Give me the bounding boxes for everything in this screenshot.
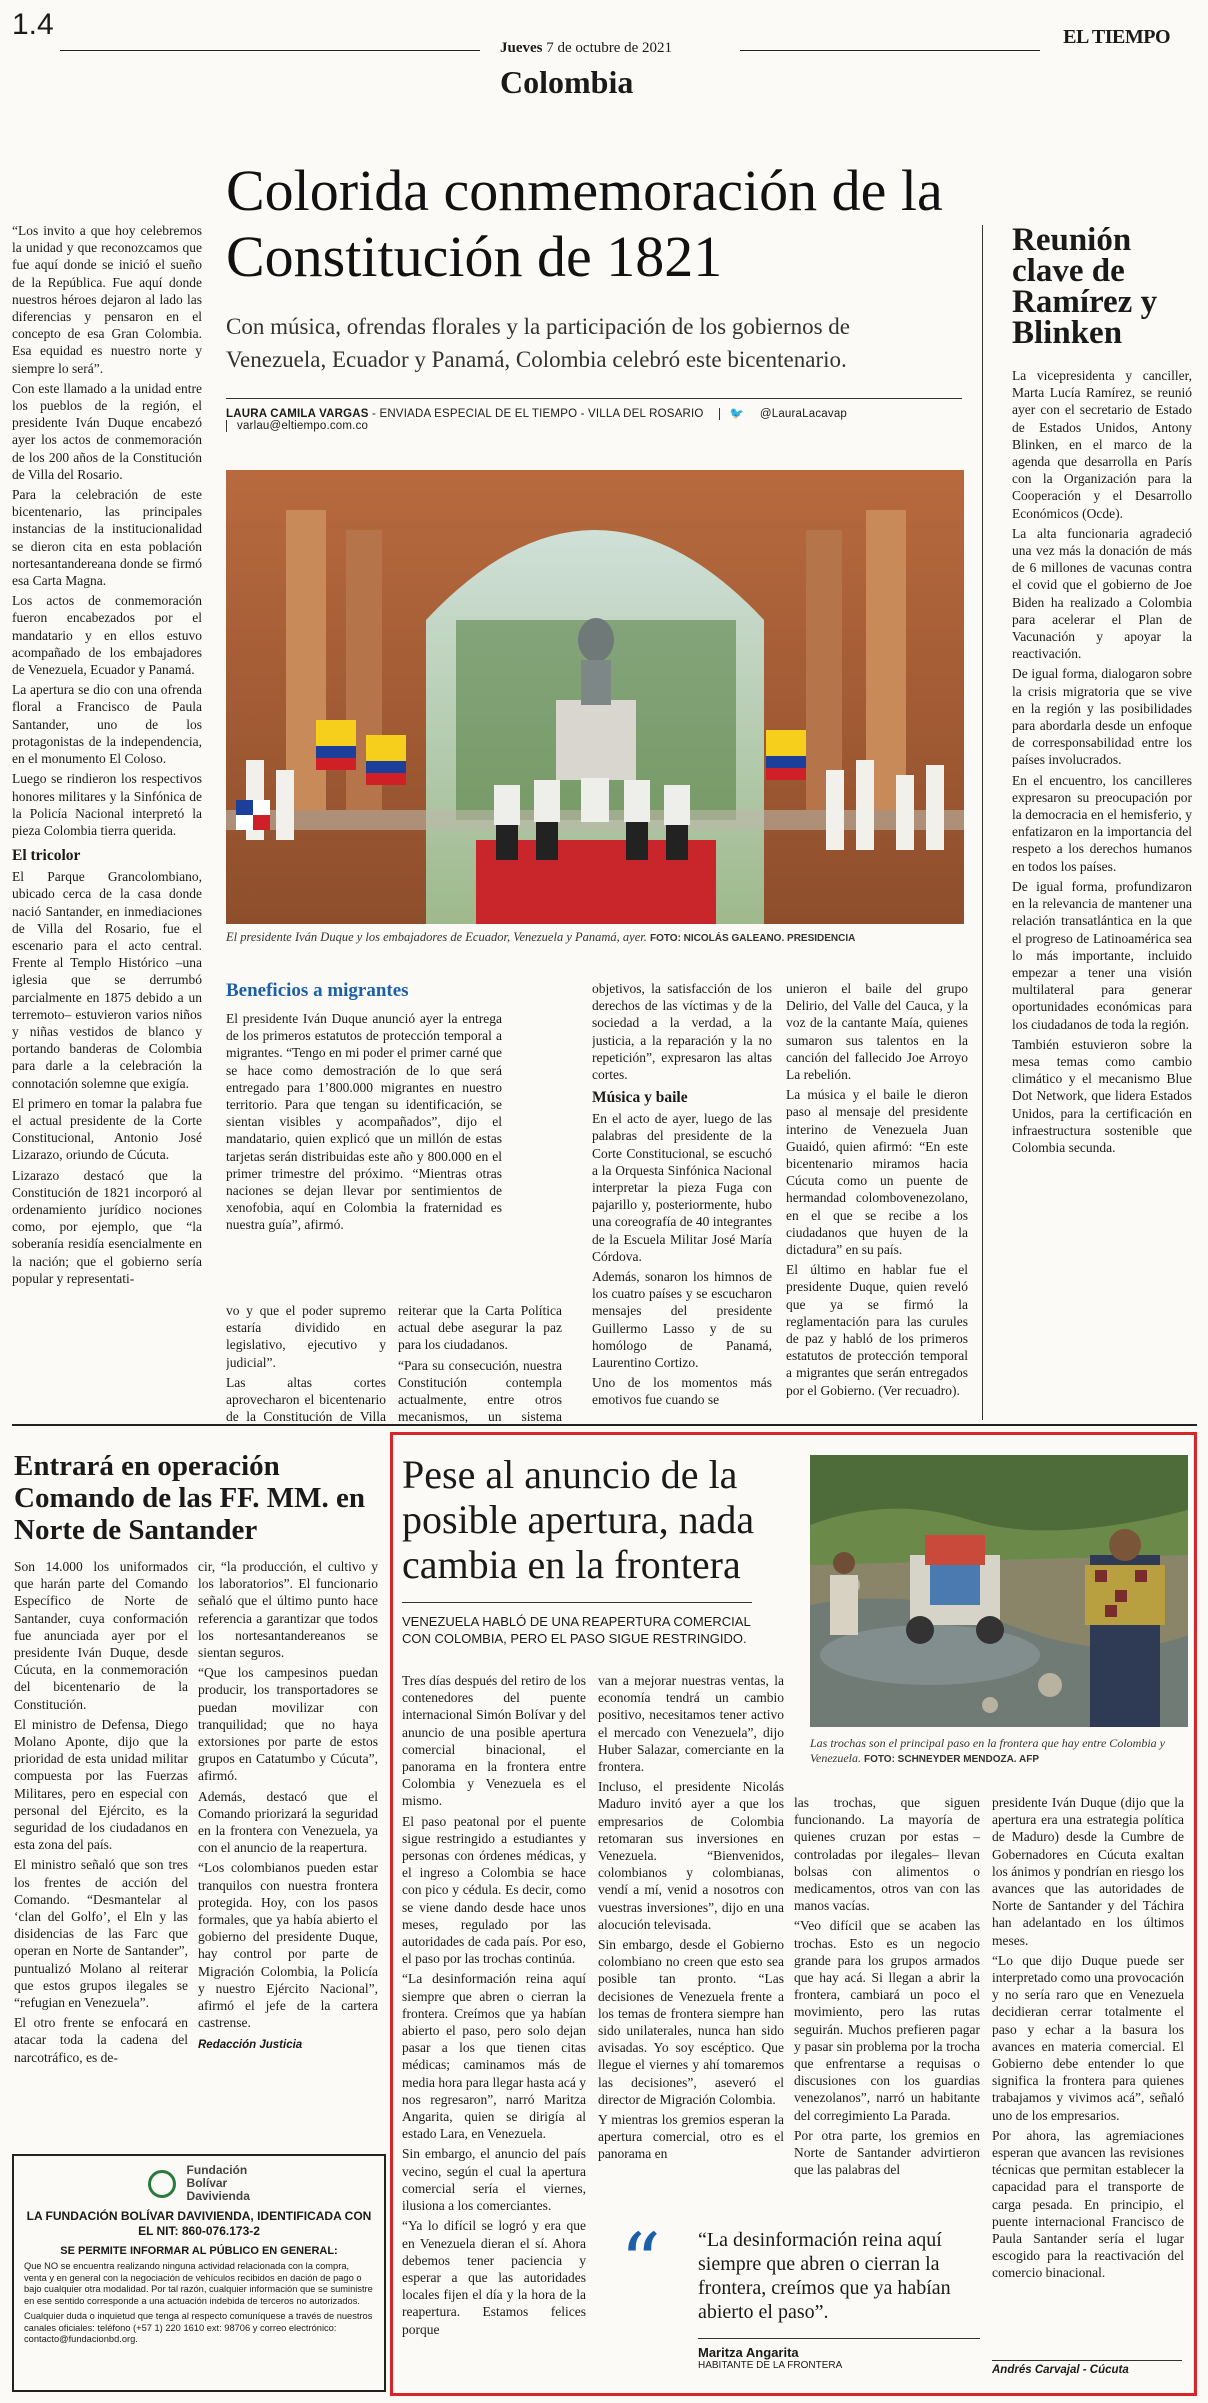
paragraph: Sin embargo, desde el Gobierno colombiano no creen que esto sea posible tan pronto. “Las decisiones de Venezuela frente a los temas de frontera siempre han sido unilaterales, nunca han sido avisadas. Yo soy escéptico. Que llegue el viernes y ahí tomaremos las decisiones”, aseveró el director de Migración Colombia.	[598, 1937, 784, 2107]
paragraph: El presidente Iván Duque anunció ayer la entrega de los primeros estatutos de protección temporal a migrantes. “Tengo en mi poder el primer carné que se hace como demostración de lo que será entregado para 1’800.000 migrantes en nuestro territorio. Para que tengan su identificación, se sientan visibles y acompañados”, dijo el mandatario, quien explicó que un millón de estas tarjetas serán distribuidas este año y 800.000 en el primer trimestre del próximo. “Mientras otras naciones se dejan llevar por sentimientos de xenofobia, aquí en Colombia la fraternidad es nuestra guía”, afirmó.	[226, 1011, 502, 1233]
paragraph: Los actos de conmemoración fueron encabezados por el mandatario y en ellos estuvo acompañado de los embajadores de Venezuela, Ecuador y Panamá.	[12, 593, 202, 678]
paragraph: En el encuentro, los cancilleres expresaron su preocupación por la democracia en el hemisferio, y enfatizaron en la importancia del respeto a los derechos humanos en todos los países.	[1012, 772, 1192, 874]
paragraph: El ministro señaló que son tres los frentes de acción del Comando. “Desmantelar al ‘clan del Golfo’, el Eln y las disidencias de las Farc que operan en Norte de Santander”, puntualizó Molano al reiterar que estos grupos ilegales se “refugian en Venezuela”.	[14, 1857, 188, 2011]
quote-author: Maritza Angarita	[698, 2345, 799, 2360]
header-rule-right	[740, 50, 1040, 51]
paragraph: cir, “la producción, el cultivo y los laboratorios”. El funcionario señaló que el último punto hace referencia a garantizar que todos los nortesantandereanos se sientan seguros.	[198, 1559, 378, 1661]
main-photo-caption: El presidente Iván Duque y los embajadores de Ecuador, Venezuela y Panamá, ayer. FOTO: NICOLÁS GALEANO. PRESIDENCIA	[226, 930, 856, 944]
frontera-photo-caption: Las trochas son el principal paso en la frontera que hay entre Colombia y Venezuela. FOTO: SCHNEYDER MENDOZA. AFP	[810, 1736, 1165, 1765]
pull-quote-text: “La desinformación reina aquí siempre que abren o cierran la frontera, creímos que ya habían abierto el paso”.	[698, 2229, 951, 2323]
paragraph: También estuvieron sobre la mesa temas como cambio climático y el mecanismo Blue Dot Network, que lidera Estados Unidos, para la certificación en infraestructura sostenible que Colombia secunda.	[1012, 1036, 1192, 1155]
paragraph: Para la celebración de este bicentenario, las principales instancias de la institucionalidad se dieron cita en esta población nortesantandereana donde se firmó esa Carta Magna.	[12, 487, 202, 589]
paragraph: “Que los campesinos puedan producir, los transportadores se puedan movilizar con tranquilidad; que no haya extorsiones por parte de estos grupos en Catatumbo y Cúcuta”, afirmó.	[198, 1665, 378, 1784]
frontera-column-4	[992, 1794, 1184, 2354]
issue-date: Jueves 7 de octubre de 2021	[500, 40, 673, 56]
paragraph: “Los colombianos pueden estar tranquilos con nuestra frontera protegida. Hoy, con los pasos formales, que ya había abierto el gobierno del presidente Duque, hay control por parte de Migración Colombia, la Policía y nuestro Ejército Nacional”, afirmó el jefe de la cartera castrense.	[198, 1860, 378, 2031]
main-column-d	[786, 980, 968, 1424]
paragraph: “Los invito a que hoy celebremos la unidad y que reconozcamos que fue aquí donde se inició el sueño de la República. Fue aquí donde nuestros héroes dejaron al lado las diferencias y pensaron en el concepto de esa Gran Colombia. Esa equidad es nuestro norte y siempre lo será”.	[12, 223, 202, 376]
frontera-column-3	[794, 1794, 980, 2194]
quote-mark-icon: “	[620, 2216, 661, 2309]
page-number: 1.4	[12, 8, 54, 41]
sidebar-story	[1012, 225, 1192, 1420]
paragraph: El ministro de Defensa, Diego Molano Aponte, dijo que la prioridad de esta unidad militar compuesta por las Fuerzas Militares, pero en especial con personal del Ejército, es la seguridad de los ciudadanos en esta zona del país.	[14, 1716, 188, 1853]
paragraph: Uno de los momentos más emotivos fue cuando se	[592, 1375, 772, 1408]
paragraph: El otro frente se enfocará en atacar toda la cadena del narcotráfico, es de-	[14, 2015, 188, 2065]
frontera-kicker: VENEZUELA HABLÓ DE UNA REAPERTURA COMERCIAL CON COLOMBIA, PERO EL PASO SIGUE RESTRINGIDO.	[402, 1602, 752, 1647]
paragraph: Por otra parte, los gremios en Norte de Santander advirtieron que las palabras del	[794, 2127, 980, 2178]
paragraph: Además, destacó que el Comando priorizará la seguridad en la frontera con Venezuela, ya con el anuncio de la reapertura.	[198, 1788, 378, 1856]
byline-role: - ENVIADA ESPECIAL DE EL TIEMPO - VILLA DEL ROSARIO	[368, 408, 704, 420]
paragraph: van a mejorar nuestras ventas, la economía tendrá un cambio positivo, necesitamos tener activo el mercado con Venezuela”, dijo Huber Salazar, comerciante en la frontera.	[598, 1673, 784, 1775]
main-left-column	[12, 222, 202, 1422]
paragraph: El Parque Grancolombiano, ubicado cerca de la casa donde nació Santander, en inmediaciones de Villa del Rosario, fue el escenario para el acto central. Frente al Templo Histórico –una iglesia que se derrumbó parcialmente en 1875 debido a un terremoto– estuvieron varios niños y niñas vestidos de blanco y portando banderas de Colombia para darle a la celebración la connotación solemne que exigía.	[12, 869, 202, 1091]
fundacion-logo: Fundación Bolívar Davivienda	[24, 2164, 374, 2203]
paragraph: Sin embargo, el anuncio del país vecino, según el cual la apertura comercial sería el viernes, ilusiona a los comerciantes.	[402, 2146, 586, 2214]
paragraph: El primero en tomar la palabra fue el actual presidente de la Corte Constitucional, Antonio José Lizarazo, oriundo de Cúcuta.	[12, 1095, 202, 1163]
paragraph: Luego se rindieron los respectivos honores militares y la Sinfónica de la Policía Nacional interpretó la pieza Colombia tierra querida.	[12, 771, 202, 838]
paragraph: unieron el baile del grupo Delirio, del Valle del Cauca, y la voz de la cantante Maía, quienes sumaron sus talentos en la canción del fallecido Joe Arroyo La rebelión.	[786, 981, 968, 1083]
frontera-column-2	[598, 1672, 784, 2192]
paragraph: Son 14.000 los uniformados que harán parte del Comando Específico de Norte de Santander, cuya conformación fue anunciada ayer por el presidente Iván Duque, desde Cúcuta, en la conmemoración del bicentenario de la Constitución.	[14, 1559, 188, 1712]
ceremony-photo	[226, 470, 964, 924]
main-headline: Colorida conmemoración de la Constitución de 1821	[226, 158, 943, 289]
paragraph: Las altas cortes aprovecharon el bicentenario de la Constitución de Villa	[226, 1374, 386, 1425]
paragraph: Lizarazo destacó que la Constitución de 1821 incorporó al ordenamiento jurídico nociones como, por ejemplo, que “la soberanía residía esencialmente en la nación; que el gobierno sería popular y representati-	[12, 1167, 202, 1286]
paragraph: En el acto de ayer, luego de las palabras del presidente de la Corte Constitucional, se escuchó a la Orquesta Sinfónica Nacional interpretar la pieza Fuga con pajarillo y, posteriormente, hubo una coreografía de 40 integrantes de la Escuela Militar José María Córdova.	[592, 1111, 772, 1264]
paragraph: “La desinformación reina aquí siempre que abren o cierran la frontera. Creímos que ya habían abierto el paso, pero solo dejan pasar a los que tienen citas médicas; caminamos más de media hora para llegar hasta acá y nos regresaron”, narró Maritza Angarita, quien se dirigía al estado Lara, en Venezuela.	[402, 1971, 586, 2142]
paragraph: “Ya lo difícil se logró y era que en Venezuela dieran el sí. Ahora debemos tener paciencia y esperar a que las autoridades locales fijen el día y la hora de la reapertura. Estamos felices porque	[402, 2218, 586, 2337]
fundacion-body-2: Cualquier duda o inquietud que tenga al respecto comuníquese a través de nuestros canales oficiales: teléfono (+57 1) 220 1610 ext: 98706 y correo electrónico: contacto@fundacionbd.org.	[24, 2311, 373, 2344]
paragraph: “Veo difícil que se acaben las trochas. Esto es un negocio grande para los grupos armados que hay acá. Si llegan a abrir la frontera, cambiará un poco el movimiento, pero las rutas seguirán. Muchos prefieren pagar y pasar sin problema por la trocha que enfrentarse a requisas o discusiones con los guardias venezolanos”, narró un habitante del corregimiento La Parada.	[794, 1918, 980, 2123]
paragraph: Por ahora, las agremiaciones esperan que avancen las revisiones técnicas que permitan establecer la capacidad para el transporte de carga pesada. En principio, el puente internacional Francisco de Paula Santander sería el lugar escogido para la reactivación del comercio binacional.	[992, 2127, 1184, 2281]
fundacion-notice	[12, 2154, 386, 2392]
paragraph: Incluso, el presidente Nicolás Maduro invitó ayer a que los empresarios de Colombia retomaran sus inversiones en Venezuela. “Bienvenidos, colombianos y colombianas, vendí a mí, venid a nosotros con vuestras inversiones”, dijo en una alocución televisada.	[598, 1779, 784, 1932]
paragraph: las trochas, que siguen funcionando. La mayoría de quienes cruzan por estas –controladas por ilegales– llevan bolsas con alimentos o medicamentos, otros van con las manos vacías.	[794, 1795, 980, 1914]
fundacion-logo-icon	[148, 2170, 176, 2198]
fundacion-subtitle: SE PERMITE INFORMAR AL PÚBLICO EN GENERAL:	[60, 2245, 338, 2257]
paragraph: Con este llamado a la unidad entre los pueblos de la región, el presidente Iván Duque encabezó ayer los actos de conmemoración de los 200 años de la Constitución de Villa del Rosario.	[12, 380, 202, 482]
frontera-signature: Andrés Carvajal - Cúcuta	[992, 2360, 1182, 2376]
fundacion-body-1: Que NO se encuentra realizando ninguna actividad relacionada con la compra, venta y en general con la negociación de vehículos recibidos en dación de pago o bajo cualquier otra modalidad. Por tal razón, cualquier información que se suministre en ese sentido corresponde a una actuación indebida de terceros no autorizados.	[24, 2261, 373, 2306]
comando-signature: Redacción Justicia	[198, 2039, 303, 2052]
migrantes-box	[226, 980, 502, 1290]
quote-author-role: HABITANTE DE LA FRONTERA	[698, 2360, 843, 2371]
paragraph: La vicepresidenta y canciller, Marta Lucía Ramírez, se reunió ayer con el secretario de Estado de Estados Unidos, Antony Blinken, en el marco de la agenda que desarrolla en París con la Organización para la Cooperación y el Desarrollo Económicos (Ocde).	[1012, 368, 1192, 521]
paragraph: Además, sonaron los himnos de los cuatro países y se escucharon mensajes del presidente Guillermo Lasso y de su homólogo de Panamá, Laurentino Cortizo.	[592, 1269, 772, 1371]
subhead-tricolor: El tricolor	[12, 847, 81, 865]
sidebar-title: Reunión clave de Ramírez y Blinken	[1012, 225, 1158, 351]
paragraph: Y mientras los gremios esperan la apertura comercial, otro es el panorama en	[598, 2112, 784, 2162]
byline	[226, 398, 962, 432]
comando-column-1	[14, 1558, 188, 2118]
paragraph: El último en hablar fue el presidente Duque, quien reveló que ya se firmó la reglamentación para las curules de paz y habló de los primeros estatutos de protección temporal a migrantes que serán entregados por el Gobierno. (Ver recuadro).	[786, 1262, 968, 1398]
header-rule-left	[60, 50, 480, 51]
paragraph: objetivos, la satisfacción de los derechos de las víctimas y de la sociedad a la verdad, a la justicia, a la reparación y la no repetición”, expresaron las altas cortes.	[592, 981, 772, 1083]
fundacion-title: LA FUNDACIÓN BOLÍVAR DAVIVIENDA, IDENTIFICADA CON EL NIT: 860-076.173-2	[26, 2209, 372, 2238]
paragraph: vo y que el poder supremo estaría dividido en legislativo, ejecutivo y judicial”.	[226, 1303, 386, 1370]
migrantes-title: Beneficios a migrantes	[226, 980, 409, 1001]
newspaper-brand: EL TIEMPO	[1063, 26, 1170, 48]
border-crossing-photo	[810, 1455, 1188, 1727]
main-column-a	[226, 1302, 386, 1426]
sidebar-divider	[982, 225, 983, 1420]
byline-author: LAURA CAMILA VARGAS	[226, 408, 369, 420]
paragraph: “Para su consecución, nuestra Constitución contempla actualmente, entre otros mecanismos, un sistema	[398, 1357, 562, 1425]
main-column-c	[592, 980, 772, 1424]
paragraph: presidente Iván Duque (dijo que la apertura era una estrategia política de Maduro) desde la Cumbre de Gobernadores en Cúcuta exaltan los ánimos y pondrían en riesgo los avances que las autoridades de Norte de Santander y del Táchira han adelantado en los últimos meses.	[992, 1795, 1184, 1948]
paragraph: La apertura se dio con una ofrenda floral a Francisco de Paula Santander, uno de los protagonistas de la independencia, en el monumento El Coloso.	[12, 682, 202, 767]
byline-twitter: @LauraLacavap	[759, 408, 848, 420]
pull-quote	[620, 2216, 980, 2371]
paragraph: De igual forma, profundizaron en la relevancia de mantener una relación transatlántica en la que el progreso de Latinoamérica sea lo más importante, incluido empezar a tener una visión multilateral para generar oportunidades económicas para los ciudadanos de toda la región.	[1012, 878, 1192, 1032]
bottom-section-rule	[12, 1424, 1197, 1426]
twitter-icon: 🐦	[729, 408, 745, 420]
paragraph: De igual forma, dialogaron sobre la crisis migratoria que se vive en la región y las posibilidades para abordarla desde un enfoque de corresponsabilidad entre los países involucrados.	[1012, 666, 1192, 768]
comando-headline: Entrará en operación Comando de las FF. MM. en Norte de Santander	[14, 1450, 365, 1546]
paragraph: reiterar que la Carta Política actual debe asegurar la paz para los ciudadanos.	[398, 1303, 562, 1353]
subhead-musica: Música y baile	[592, 1089, 688, 1107]
byline-email: varlau@eltiempo.com.co	[226, 420, 368, 432]
main-deck: Con música, ofrendas florales y la participación de los gobiernos de Venezuela, Ecuador y Panamá, Colombia celebró este bicentenario.	[226, 314, 851, 372]
comando-column-2	[198, 1558, 378, 2138]
main-column-b	[398, 1302, 562, 1426]
paragraph: “Lo que dijo Duque puede ser interpretado como una provocación y no sería raro que en Venezuela decidieran cerrar totalmente el paso y echar a la basura los avances en materia comercial. El Gobierno debe entender lo que significa la frontera para quienes trabajamos y vivimos acá”, señaló uno de los empresarios.	[992, 1952, 1184, 2123]
frontera-headline: Pese al anuncio de la posible apertura, nada cambia en la frontera	[402, 1452, 755, 1587]
frontera-column-1	[402, 1672, 586, 2380]
paragraph: Tres días después del retiro de los contenedores del puente internacional Simón Bolívar y del anuncio de una posible apertura comercial binacional, el panorama en la frontera entre Colombia y Venezuela es el mismo.	[402, 1673, 586, 1809]
section-title: Colombia	[500, 64, 634, 100]
paragraph: El paso peatonal por el puente sigue restringido a estudiantes y personas con órdenes médicas, y el ingreso a Colombia se hace con pico y cédula. Es decir, como se viene dando desde hace unos meses, regulado por las autoridades de cada país. Por eso, el paso por las trochas continúa.	[402, 1813, 586, 1967]
paragraph: La alta funcionaria agradeció una vez más la donación de más de 6 millones de vacunas contra el covid que el gobierno de Joe Biden ha realizado a Colombia para acelerar el Plan de Vacunación y apoyar la reactivación.	[1012, 525, 1192, 662]
paragraph: La música y el baile le dieron paso al mensaje del presidente interino de Venezuela Juan Guaidó, quien afirmó: “En este bicentenario miramos hacia Cúcuta como un puente de hermandad colombovenezolano, en el que se recibe a los ciudadanos que huyen de la dictadura” en su país.	[786, 1087, 968, 1258]
